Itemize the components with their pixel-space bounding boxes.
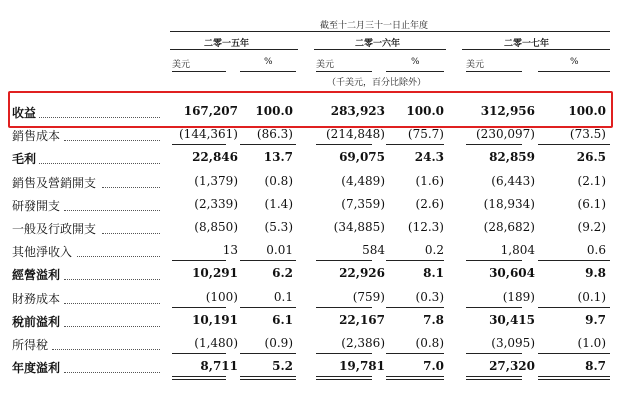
subtotal-rule: [316, 307, 372, 308]
col-header-pct: %: [411, 57, 420, 67]
table-cell: 8.1: [423, 266, 444, 281]
col-header-rule: [240, 71, 296, 72]
table-cell: 6.1: [272, 312, 293, 327]
table-cell: (2,339): [194, 196, 238, 211]
table-cell: (9.2): [577, 220, 606, 234]
table-cell: 7.0: [423, 359, 444, 374]
col-header-pct: %: [264, 57, 273, 67]
table-cell: (73.5): [569, 127, 606, 142]
year-header-2015: 二零一五年: [204, 39, 250, 49]
table-cell: 0.2: [424, 243, 444, 258]
subtotal-rule: [240, 260, 296, 261]
table-cell: 1,804: [500, 243, 535, 258]
table-cell: (8,850): [194, 220, 238, 234]
subtotal-rule: [386, 144, 444, 145]
table-cell: (1.4): [264, 196, 293, 211]
table-cell: (214,848): [326, 127, 385, 142]
table-cell: 7.8: [423, 312, 444, 327]
table-cell: 584: [362, 243, 385, 258]
col-header-rule: [386, 71, 444, 72]
table-cell: (7,359): [341, 196, 385, 211]
table-cell: (18,934): [483, 196, 535, 211]
dot-leader: [64, 372, 160, 373]
row-label: 其他淨收入: [12, 245, 73, 260]
col-header-pct: %: [570, 57, 579, 67]
table-cell: (0.1): [577, 289, 606, 304]
subtotal-rule: [316, 144, 372, 145]
dot-leader: [39, 117, 160, 118]
total-double-rule: [240, 376, 296, 380]
table-cell: (86.3): [256, 127, 293, 142]
table-cell: (0.8): [415, 336, 444, 350]
table-cell: 100.0: [406, 104, 444, 118]
dot-leader: [64, 140, 160, 141]
col-header-usd: 美元: [172, 60, 191, 70]
col-header-rule: [538, 71, 610, 72]
table-cell: 8,711: [200, 359, 238, 374]
table-cell: 82,859: [489, 150, 535, 165]
table-cell: (6.1): [577, 196, 606, 211]
table-cell: 24.3: [414, 150, 444, 165]
table-cell: 22,167: [339, 312, 385, 327]
table-cell: 22,926: [339, 266, 385, 281]
table-cell: 19,781: [339, 359, 385, 374]
table-cell: (1,379): [194, 173, 238, 188]
table-cell: 30,415: [489, 312, 535, 327]
table-cell: 0.6: [586, 243, 606, 258]
total-double-rule: [316, 376, 372, 380]
subtotal-rule: [172, 144, 226, 145]
table-cell: 26.5: [576, 150, 606, 165]
table-cell: 6.2: [272, 266, 293, 281]
table-cell: (100): [205, 289, 238, 304]
row-label: 稅前溢利: [12, 314, 61, 329]
dot-leader: [52, 349, 161, 350]
table-cell: 100.0: [255, 104, 293, 118]
period-rule: [170, 31, 610, 32]
table-cell: (1.6): [415, 173, 444, 188]
subtotal-rule: [172, 353, 226, 354]
table-cell: 9.8: [585, 266, 606, 281]
dot-leader: [64, 303, 160, 304]
col-header-usd: 美元: [316, 60, 335, 70]
row-label: 所得稅: [12, 338, 49, 352]
subtotal-rule: [466, 353, 522, 354]
col-header-rule: [316, 71, 372, 72]
year-rule-2015: [170, 49, 298, 50]
table-cell: 30,604: [489, 266, 535, 281]
subtotal-rule: [538, 307, 610, 308]
table-cell: 22,846: [192, 150, 238, 165]
dot-leader: [64, 326, 160, 327]
subtotal-rule: [316, 260, 372, 261]
subtotal-rule: [316, 353, 372, 354]
table-cell: 8.7: [585, 359, 606, 374]
subtotal-rule: [386, 353, 444, 354]
table-cell: 13: [222, 243, 238, 258]
table-cell: (75.7): [407, 127, 444, 142]
subtotal-rule: [538, 144, 610, 145]
table-cell: (1.0): [577, 336, 606, 350]
table-cell: (28,682): [483, 220, 535, 234]
subtotal-rule: [538, 353, 610, 354]
total-double-rule: [172, 376, 226, 380]
row-label: 銷售及營銷開支: [12, 175, 97, 190]
total-double-rule: [386, 376, 444, 380]
table-cell: (0.8): [264, 173, 293, 188]
row-label: 經營溢利: [12, 268, 61, 283]
row-label: 年度溢利: [12, 361, 61, 376]
table-cell: 10,291: [192, 266, 238, 281]
table-cell: 13.7: [263, 150, 293, 165]
table-cell: (2.1): [577, 173, 606, 188]
table-cell: (230,097): [476, 127, 535, 142]
subtotal-rule: [466, 144, 522, 145]
table-cell: (144,361): [179, 127, 238, 142]
table-cell: 27,320: [489, 359, 535, 374]
year-rule-2016: [314, 49, 446, 50]
row-label: 一般及行政開支: [12, 222, 97, 236]
table-cell: (12.3): [407, 220, 444, 234]
subtotal-rule: [172, 307, 226, 308]
subtotal-rule: [240, 307, 296, 308]
table-cell: (5.3): [264, 220, 293, 234]
subtotal-rule: [466, 307, 522, 308]
table-cell: (1,480): [194, 336, 238, 350]
subtotal-rule: [386, 307, 444, 308]
row-label: 財務成本: [12, 291, 61, 306]
table-cell: 100.0: [568, 104, 606, 118]
total-double-rule: [466, 376, 522, 380]
table-cell: (0.3): [415, 289, 444, 304]
dot-leader: [39, 163, 160, 164]
table-cell: 9.7: [585, 312, 606, 327]
table-cell: 0.1: [273, 289, 293, 304]
table-cell: (34,885): [333, 220, 385, 234]
col-header-usd: 美元: [466, 60, 485, 70]
table-cell: (3,095): [491, 336, 535, 350]
row-label: 銷售成本: [12, 129, 61, 144]
subtotal-rule: [538, 260, 610, 261]
unit-note: （千美元，百分比除外）: [327, 78, 427, 88]
year-header-2017: 二零一七年: [504, 39, 550, 49]
table-cell: 69,075: [339, 150, 385, 165]
table-cell: (4,489): [341, 173, 385, 188]
dot-leader: [77, 256, 161, 257]
table-cell: 167,207: [183, 104, 238, 118]
row-label: 毛利: [12, 152, 37, 167]
table-cell: (2,386): [341, 336, 385, 350]
subtotal-rule: [240, 353, 296, 354]
table-cell: 10,191: [192, 312, 238, 327]
subtotal-rule: [466, 260, 522, 261]
table-cell: 5.2: [272, 359, 293, 374]
dot-leader: [102, 233, 161, 234]
dot-leader: [102, 187, 161, 188]
row-label: 研發開支: [12, 198, 61, 213]
dot-leader: [64, 210, 160, 211]
subtotal-rule: [240, 144, 296, 145]
table-cell: 283,923: [330, 104, 385, 118]
period-header: 截至十二月三十一日止年度: [320, 21, 429, 31]
row-label: 收益: [12, 106, 37, 120]
table-cell: (0.9): [264, 336, 293, 350]
table-cell: (189): [502, 289, 535, 304]
table-cell: 0.01: [266, 243, 293, 258]
col-header-rule: [172, 71, 226, 72]
subtotal-rule: [386, 260, 444, 261]
total-double-rule: [538, 376, 610, 380]
year-rule-2017: [462, 49, 610, 50]
table-cell: (759): [352, 289, 385, 304]
table-cell: (2.6): [415, 196, 444, 211]
table-cell: 312,956: [480, 104, 535, 118]
subtotal-rule: [172, 260, 226, 261]
table-cell: (6,443): [491, 173, 535, 188]
year-header-2016: 二零一六年: [355, 39, 401, 49]
dot-leader: [64, 279, 160, 280]
col-header-rule: [466, 71, 522, 72]
